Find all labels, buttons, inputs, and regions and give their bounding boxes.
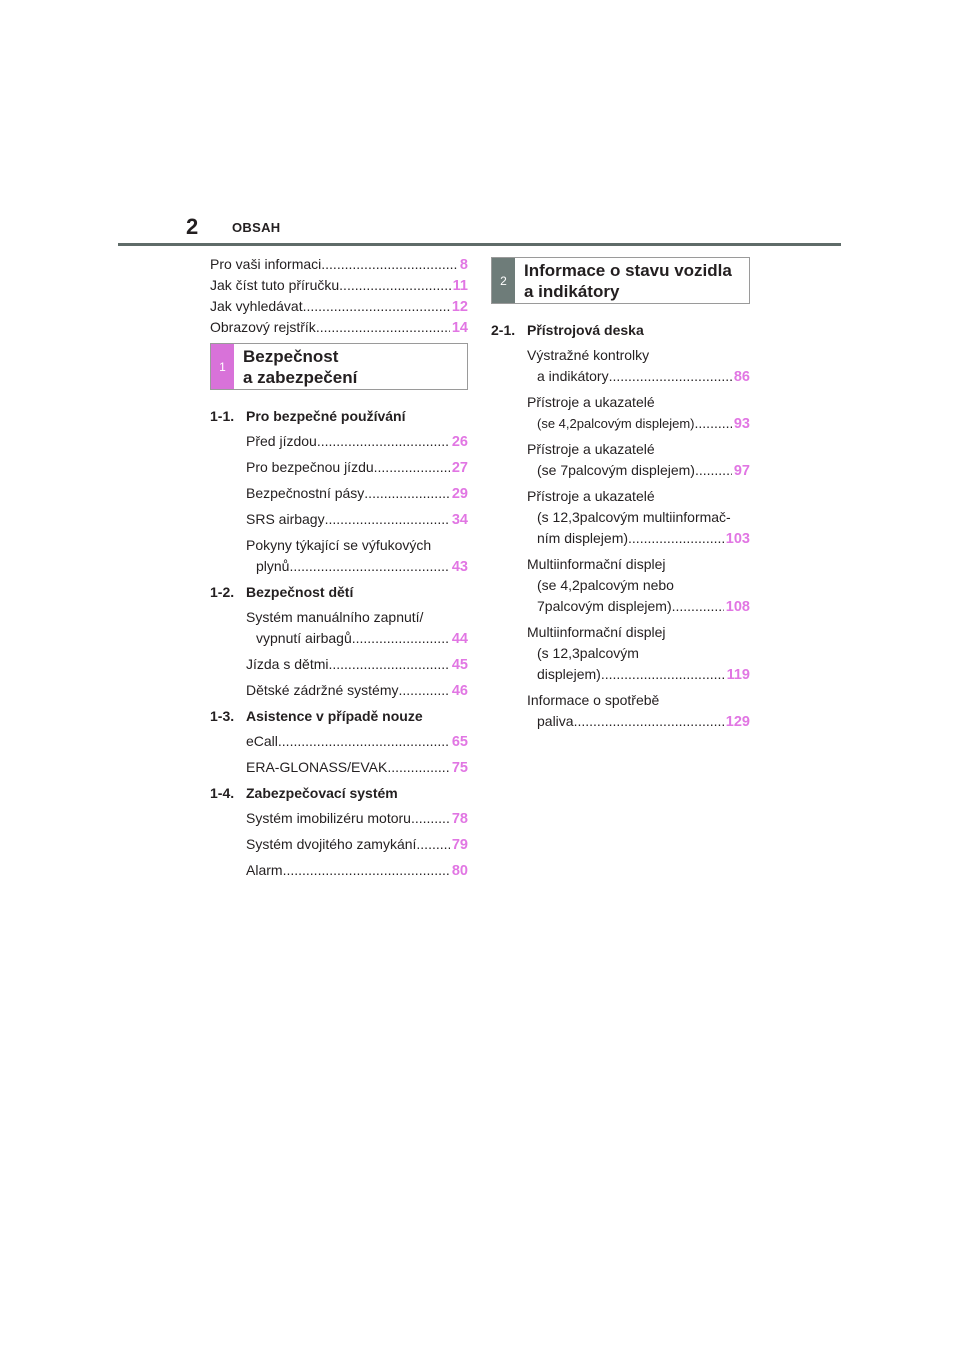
chapter-title-line: Bezpečnost [243, 347, 339, 366]
toc-entry[interactable] [210, 654, 468, 676]
toc-entry[interactable] [210, 535, 468, 578]
toc-entry-label: a indikátory [537, 368, 609, 384]
toc-entry-label: Informace o spotřebě [527, 692, 660, 708]
section-title: Bezpečnost dětí [246, 584, 354, 600]
page-link[interactable]: 44 [451, 631, 468, 647]
toc-entry[interactable] [210, 757, 468, 779]
section-title: Zabezpečovací systém [246, 785, 398, 801]
section-title: Asistence v případě nouze [246, 708, 423, 724]
chapter-title-line: a indikátory [524, 282, 620, 301]
page-link[interactable]: 43 [451, 559, 468, 575]
chapter-2-box[interactable] [491, 257, 750, 304]
section-number: 1-3. [210, 708, 235, 724]
section-number: 1-1. [210, 408, 235, 424]
page-link[interactable]: 79 [451, 837, 468, 853]
page-link[interactable]: 12 [451, 299, 468, 315]
chapter-title [234, 344, 357, 389]
section-title: Pro bezpečné používání [246, 408, 406, 424]
chapter-tab: 1 [211, 344, 234, 389]
intro-list [210, 254, 468, 338]
toc-entry[interactable] [210, 457, 468, 479]
page-link[interactable]: 14 [451, 320, 468, 336]
toc-entry-label: Dětské zádržné systémy [246, 682, 399, 698]
chapter-title-line: a zabezpečení [243, 368, 358, 387]
section-heading[interactable] [210, 706, 468, 727]
toc-entry[interactable] [210, 296, 468, 317]
toc-entry-label: Pokyny týkající se výfukových [246, 537, 432, 553]
page-link[interactable]: 78 [451, 811, 468, 827]
toc-entry-label: Jak vyhledávat [210, 298, 303, 314]
toc-entry-label: Multiinformační displej [527, 624, 666, 640]
page-link[interactable]: 129 [725, 714, 750, 730]
page-link[interactable]: 103 [725, 531, 750, 547]
toc-entry[interactable] [210, 431, 468, 453]
toc-entry[interactable] [491, 486, 750, 550]
toc-entry-label: Přístroje a ukazatelé [527, 394, 655, 410]
section-2-1 [491, 320, 750, 733]
toc-entry-label: Systém manuálního zapnutí/ [246, 609, 424, 625]
toc-entry-label: Alarm [246, 862, 283, 878]
toc-entry-label: eCall [246, 733, 278, 749]
chapter-tab: 2 [492, 258, 515, 303]
page-link[interactable]: 45 [451, 657, 468, 673]
toc-entry[interactable] [491, 392, 750, 435]
page-link[interactable]: 11 [452, 278, 468, 294]
toc-entry-label: Přístroje a ukazatelé [527, 441, 655, 457]
page-link[interactable]: 119 [726, 667, 750, 683]
toc-entry-label: (s 12,3palcovým [537, 645, 639, 661]
toc-entry-label: Systém imobilizéru motoru [246, 810, 411, 826]
chapter-title-line: Informace o stavu vozidla [524, 261, 732, 280]
toc-entry-label: Přístroje a ukazatelé [527, 488, 655, 504]
toc-entry[interactable] [210, 317, 468, 338]
section-1-2 [210, 582, 468, 702]
toc-entry-label: paliva [537, 713, 574, 729]
toc-entry-label: Obrazový rejstřík [210, 319, 316, 335]
page-link[interactable]: 26 [451, 434, 468, 450]
section-number: 1-2. [210, 584, 235, 600]
toc-entry-label: Jak číst tuto příručku [210, 277, 340, 293]
toc-entry-label: vypnutí airbagů [256, 630, 352, 646]
toc-entry-label: Před jízdou [246, 433, 317, 449]
page-link[interactable]: 8 [459, 257, 468, 273]
toc-entry-label: ním displejem) [537, 530, 629, 546]
toc-entry-label: plynů [256, 558, 290, 574]
toc-entry-label: ERA-GLONASS/EVAK [246, 759, 388, 775]
left-column [210, 254, 468, 882]
toc-entry-label: Jízda s dětmi [246, 656, 329, 672]
section-1-1 [210, 406, 468, 578]
toc-entry-label: displejem) [537, 666, 601, 682]
toc-entry[interactable] [491, 622, 750, 686]
toc-entry[interactable] [491, 439, 750, 482]
section-heading[interactable] [210, 783, 468, 804]
toc-entry[interactable] [210, 275, 468, 296]
chapter-title [515, 258, 732, 303]
toc-entry-label: Systém dvojitého zamykání [246, 836, 417, 852]
page-link[interactable]: 108 [725, 599, 750, 615]
toc-entry-label: Výstražné kontrolky [527, 347, 650, 363]
page-link[interactable]: 75 [451, 760, 468, 776]
toc-entry[interactable] [210, 860, 468, 882]
section-1-3 [210, 706, 468, 779]
toc-entry[interactable] [210, 731, 468, 753]
header-rule [118, 243, 841, 246]
page-link[interactable]: 65 [451, 734, 468, 750]
page-link[interactable]: 27 [451, 460, 468, 476]
toc-entry-label: SRS airbagy [246, 511, 325, 527]
toc-entry-label: Pro bezpečnou jízdu [246, 459, 374, 475]
toc-entry[interactable] [210, 509, 468, 531]
page-link[interactable]: 34 [451, 512, 468, 528]
section-heading[interactable] [210, 406, 468, 427]
section-heading[interactable] [491, 320, 750, 341]
page-link[interactable]: 93 [733, 416, 750, 432]
toc-entry-label: (s 12,3palcovým multiinformač- [537, 509, 731, 525]
page-link[interactable]: 97 [733, 463, 750, 479]
toc-entry-label: 7palcovým displejem) [537, 598, 672, 614]
page-link[interactable]: 80 [451, 863, 468, 879]
right-column [491, 257, 750, 733]
section-heading[interactable] [210, 582, 468, 603]
toc-entry-label: (se 7palcovým displejem) [537, 462, 695, 478]
page-link[interactable]: 86 [733, 369, 750, 385]
toc-entry[interactable] [210, 483, 468, 505]
toc-entry-label: Pro vaši informaci [210, 256, 322, 272]
page-number: 2 [186, 214, 199, 239]
section-number: 2-1. [491, 322, 516, 338]
toc-entry[interactable] [210, 834, 468, 856]
page-link[interactable]: 29 [451, 486, 468, 502]
toc-entry[interactable] [491, 345, 750, 388]
page-link[interactable]: 46 [451, 683, 468, 699]
toc-entry[interactable] [491, 690, 750, 733]
toc-entry-label: (se 4,2palcovým nebo [537, 577, 674, 593]
toc-entry[interactable] [210, 808, 468, 830]
toc-entry-label: (se 4,2palcovým displejem) [537, 416, 695, 431]
section-title: Přístrojová deska [527, 322, 644, 338]
chapter-1-box[interactable] [210, 343, 468, 390]
toc-entry-label: Bezpečnostní pásy [246, 485, 365, 501]
toc-entry[interactable] [210, 607, 468, 650]
header-title: OBSAH [232, 220, 281, 235]
section-1-4 [210, 783, 468, 882]
toc-entry[interactable] [491, 554, 750, 618]
toc-entry[interactable] [210, 680, 468, 702]
toc-entry-label: Multiinformační displej [527, 556, 666, 572]
section-number: 1-4. [210, 785, 235, 801]
toc-entry[interactable] [210, 254, 468, 275]
